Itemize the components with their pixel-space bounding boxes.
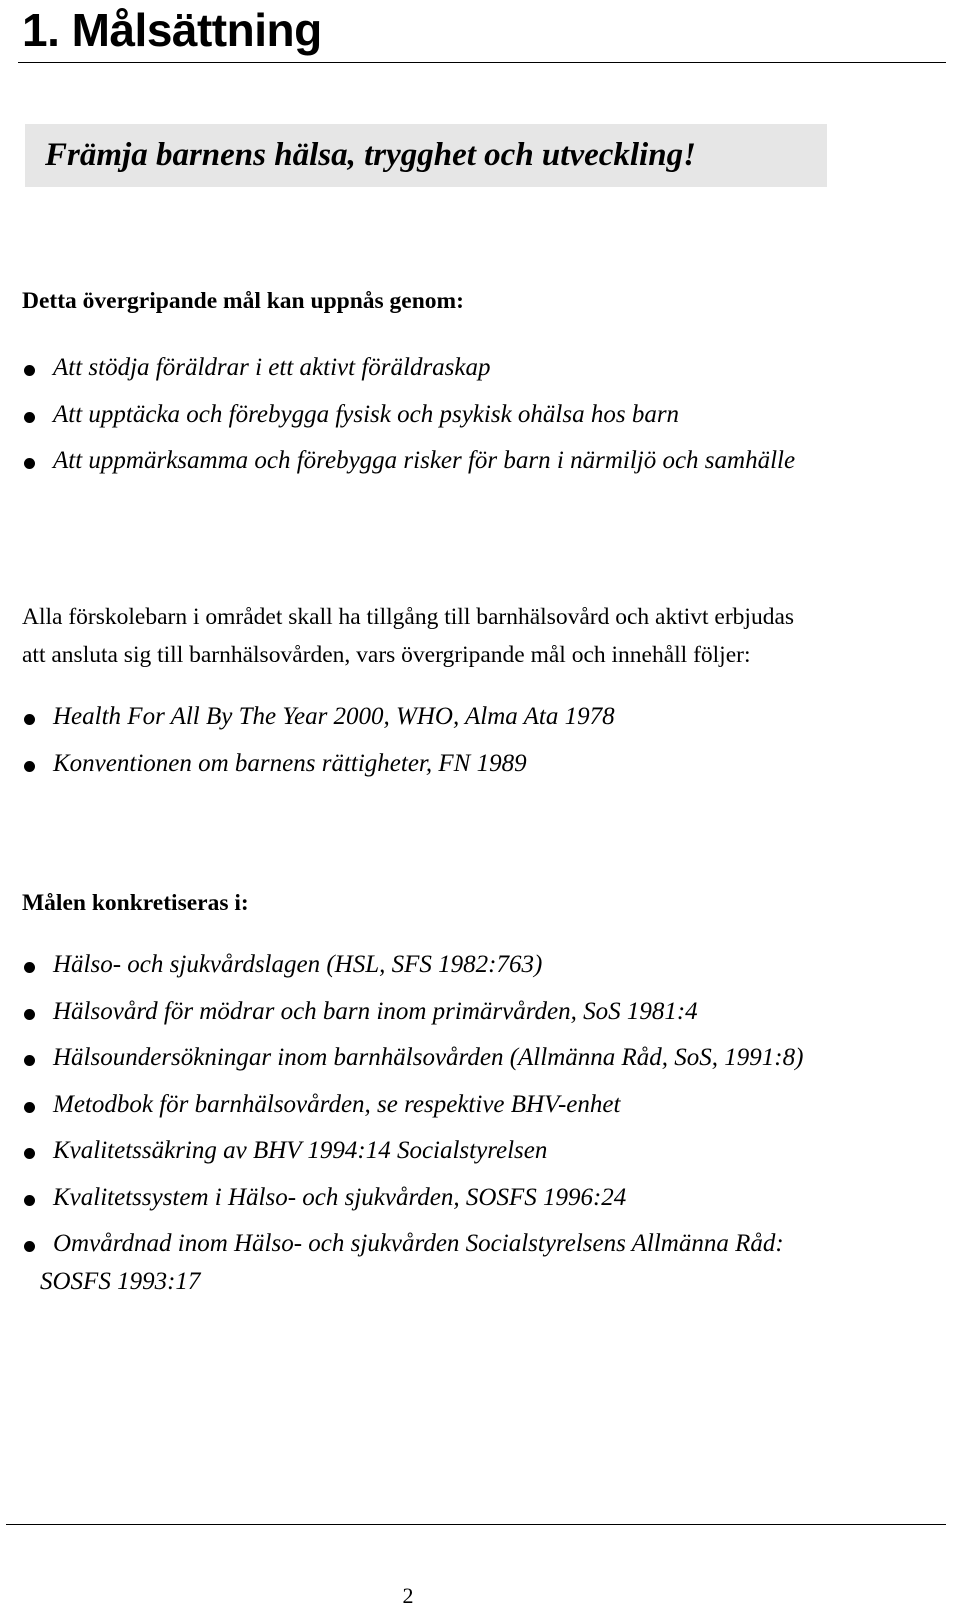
bullet-icon	[24, 1102, 35, 1113]
list-item-text: Hälso- och sjukvårdslagen (HSL, SFS 1982:763)	[53, 951, 543, 978]
list-item-text: Konventionen om barnens rättigheter, FN 1989	[53, 749, 527, 777]
bullet-icon	[24, 458, 35, 469]
paragraph-line: att ansluta sig till barnhälsovården, vars övergripande mål och innehåll följer:	[22, 642, 751, 668]
list-item-text: Kvalitetssäkring av BHV 1994:14 Socialstyrelsen	[53, 1137, 548, 1164]
bullet-icon	[24, 714, 35, 725]
bullet-icon	[24, 962, 35, 973]
bullet-icon	[24, 1055, 35, 1066]
list-item	[22, 1035, 803, 1082]
list-item	[22, 1221, 803, 1268]
list-item-text: Att uppmärksamma och förebygga risker för barn i närmiljö och samhälle	[53, 447, 796, 474]
list-item	[22, 942, 803, 989]
bullet-icon	[24, 1195, 35, 1206]
paragraph-line: Alla förskolebarn i området skall ha tillgång till barnhälsovård och aktivt erbjudas	[22, 604, 795, 630]
bullet-icon	[24, 412, 35, 423]
footer-rule	[6, 1524, 946, 1525]
list-item	[22, 345, 795, 392]
list-item-text: Metodbok för barnhälsovården, se respektive BHV-enhet	[53, 1090, 621, 1118]
list-item-text: Hälsoundersökningar inom barnhälsovården (Allmänna Råd, SoS, 1991:8)	[53, 1044, 804, 1071]
list-item	[22, 1175, 803, 1222]
section2-list	[22, 694, 615, 787]
list-item-text: Kvalitetssystem i Hälso- och sjukvården, SOSFS 1996:24	[53, 1183, 627, 1211]
list-item-text: Att upptäcka och förebygga fysisk och psykisk ohälsa hos barn	[53, 400, 680, 428]
list-item	[22, 1128, 803, 1175]
list-item	[22, 989, 803, 1036]
heading-rule	[18, 62, 946, 63]
list-item	[22, 741, 615, 788]
section1-list	[22, 345, 795, 485]
section3-list	[22, 942, 803, 1268]
goal-callout	[25, 124, 827, 187]
list-item-text: Health For All By The Year 2000, WHO, Alma Ata 1978	[53, 703, 615, 730]
list-item	[22, 438, 795, 485]
page-heading: 1. Målsättning	[22, 4, 322, 56]
bullet-icon	[24, 1241, 35, 1252]
section1-intro: Detta övergripande mål kan uppnås genom:	[22, 288, 464, 314]
list-item-text: Omvårdnad inom Hälso- och sjukvården Socialstyrelsens Allmänna Råd:	[53, 1230, 784, 1257]
section3-intro: Målen konkretiseras i:	[22, 890, 249, 916]
list-item	[22, 392, 795, 439]
section2-paragraph	[22, 598, 952, 674]
list-item-continuation: SOSFS 1993:17	[40, 1268, 201, 1295]
goal-callout-text: Främja barnens hälsa, trygghet och utveckling!	[45, 137, 696, 173]
bullet-icon	[24, 1148, 35, 1159]
bullet-icon	[24, 1009, 35, 1020]
bullet-icon	[24, 761, 35, 772]
page-number: 2	[402, 1583, 414, 1608]
bullet-icon	[24, 365, 35, 376]
list-item-text: Hälsovård för mödrar och barn inom primärvården, SoS 1981:4	[53, 997, 698, 1025]
list-item	[22, 1082, 803, 1129]
list-item	[22, 694, 615, 741]
list-item-text: Att stödja föräldrar i ett aktivt föräldraskap	[53, 354, 491, 381]
